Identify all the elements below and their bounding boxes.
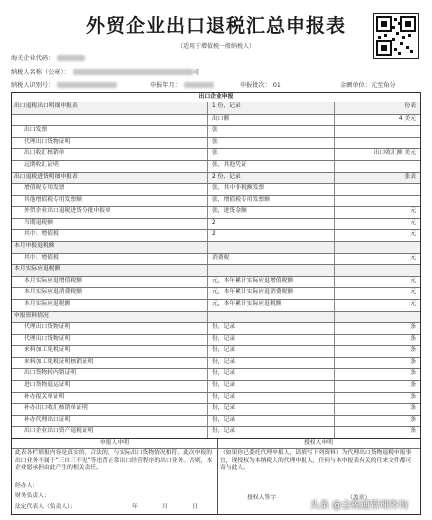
row-middle: 份，记录	[212, 416, 236, 423]
row-value: 条	[410, 405, 416, 412]
document-subtitle: （适用于增值税一般纳税人）	[176, 43, 255, 50]
row-middle: 张，进货金额	[212, 208, 247, 215]
row-label: 远期收汇证明	[24, 161, 59, 168]
row-middle: 消费税	[212, 254, 230, 261]
row-middle: 出口额	[212, 115, 230, 122]
row-label: 其中：增值税	[24, 254, 59, 261]
row-label: 本月实际应退增值税额	[24, 277, 82, 284]
row-middle: 份，记录	[212, 382, 236, 389]
row-value: 条	[410, 382, 416, 389]
row-value: 条	[410, 428, 416, 435]
qr-code-icon	[373, 13, 419, 59]
row-value: 条	[410, 347, 416, 354]
row-middle: 张，增值税专用发票额	[212, 196, 270, 203]
row-label: 代理出口货物证明	[24, 335, 71, 342]
row-label: 本月实际应退税额	[14, 266, 61, 273]
taxpayer-name-line: 纳税人名称（公章）： 司	[11, 69, 199, 76]
batch-line: 申报批次： 01	[240, 82, 281, 89]
row-label: 来料加工免税证明核销证明	[24, 358, 94, 365]
row-value: 出口收汇额 美元	[373, 150, 416, 157]
row-value: 元	[410, 208, 416, 215]
seal-label: （盖章）	[347, 495, 371, 501]
authorizer-signature-label: 授权人签字	[247, 495, 276, 501]
row-middle: 元，本年累计实际应退增值税额	[212, 277, 294, 284]
legal-rep-label: 法定代表人（负责人）：	[15, 504, 76, 510]
row-label: 进口货物退运证明	[24, 382, 71, 389]
row-label: 增值税专用发票	[24, 185, 65, 192]
row-middle: 张	[212, 127, 218, 134]
row-middle: 张	[212, 138, 218, 145]
day-label: 日	[192, 504, 198, 510]
row-middle: 份，记录	[212, 428, 236, 435]
row-value: 元	[410, 219, 416, 226]
row-value: 条	[410, 370, 416, 377]
row-value: 4 美元	[398, 115, 416, 122]
row-middle: 张，其他凭证	[212, 161, 247, 168]
applicant-heading: 申报人申明	[12, 440, 217, 449]
row-middle: 份，记录	[212, 393, 236, 400]
finance-head-label: 财务负责人：	[15, 493, 50, 499]
row-value: 元	[410, 254, 416, 261]
agent-statement: （如果你已委托代理申报人，请填写下列资料）为代理出口货物退税申报事宜，现授权为本纳税人的代理申报人，任何与本申报表有关的往来文件都可寄与此人。	[220, 450, 412, 471]
row-middle: 张，其中非税额发票	[212, 185, 265, 192]
row-middle: 份，记录	[212, 324, 236, 331]
row-value: 元	[410, 289, 416, 296]
row-middle: 份，记录	[212, 335, 236, 342]
row-label: 出口收汇核销单	[24, 150, 65, 157]
row-label: 出口企业出口资产退税证明	[24, 428, 94, 435]
row-label: 外贸企业出口退税进货分批申报单	[24, 208, 111, 215]
period-line: 申报年月：	[150, 80, 214, 89]
year-label: 年	[132, 504, 138, 510]
month-label: 月	[162, 504, 168, 510]
row-middle: 张	[212, 150, 218, 157]
row-label: 来料加工免税证明	[24, 347, 71, 354]
table-header: 出口企业申报	[198, 94, 234, 100]
row-label: 其他增值税专用发票额	[24, 196, 82, 203]
row-value: 元	[410, 300, 416, 307]
taxpayer-id-line: 纳税人识别号：	[11, 80, 117, 89]
row-label: 本月申报退税额	[14, 243, 55, 250]
row-label: 出口货物转内销证明	[24, 370, 77, 377]
row-middle: 份，记录	[212, 358, 236, 365]
row-label: 其中：增值税	[24, 231, 59, 238]
row-middle: 份，记录	[212, 370, 236, 377]
row-value: 条	[410, 358, 416, 365]
row-label: 当期退税额	[24, 219, 53, 226]
row-value: 张表	[404, 173, 416, 180]
table-row	[12, 102, 420, 114]
row-label: 出口退税进货明细申报表	[14, 173, 78, 180]
row-label: 补办报关单证明	[24, 393, 65, 400]
handler-label: 经办人：	[15, 483, 39, 489]
row-label: 出口发票	[24, 127, 48, 134]
row-value: 条	[410, 324, 416, 331]
unit-line: 金额单位：元至角分	[340, 82, 396, 89]
row-label: 申报资料情况	[14, 312, 49, 319]
row-middle: 1 份，记录	[212, 103, 241, 109]
customs-code-line: 海关企业代码：	[11, 53, 85, 62]
row-middle: 份，记录	[212, 405, 236, 412]
row-label: 代理出口货物证明	[24, 324, 71, 331]
row-label: 本月实际应退消费税额	[24, 289, 82, 296]
row-middle: 元，本年累计实际应退税额	[212, 300, 282, 307]
row-label: 代理出口货物证明	[24, 138, 71, 145]
document-title: 外贸企业出口退税汇总申报表	[85, 15, 346, 37]
row-value: 条	[410, 393, 416, 400]
agent-heading: 授权人申明	[217, 440, 420, 449]
row-middle: 份，记录	[212, 347, 236, 354]
row-value: 份表	[404, 103, 416, 109]
row-middle: 2	[212, 231, 216, 238]
row-value: 元	[410, 277, 416, 284]
row-value: 元	[410, 231, 416, 238]
row-middle: 2	[212, 219, 216, 226]
row-value: 条	[410, 335, 416, 342]
row-label: 本月实际应退税额	[24, 300, 71, 307]
watermark-text: 头条 @会税通管理咨询	[309, 500, 408, 511]
row-value: 条	[410, 416, 416, 423]
applicant-statement: 此表各栏填报内容是真实的，合法的，与实际出口货物情况相符。此次申报的出口业务不属于“三自三不见”等违背正常出口经营程序的出口业务。否则，本企业愿承担由此产生的相关责任。	[15, 450, 213, 471]
declaration-table	[11, 92, 421, 515]
row-middle: 元，本年累计实际应退消费税额	[212, 289, 294, 296]
row-label: 出口退税出口明细申报表	[14, 103, 78, 109]
row-label: 补办代理出口证明	[24, 416, 71, 423]
row-middle: 2 份，记录	[212, 173, 241, 180]
row-label: 补办出口收汇核销单证明	[24, 405, 88, 412]
